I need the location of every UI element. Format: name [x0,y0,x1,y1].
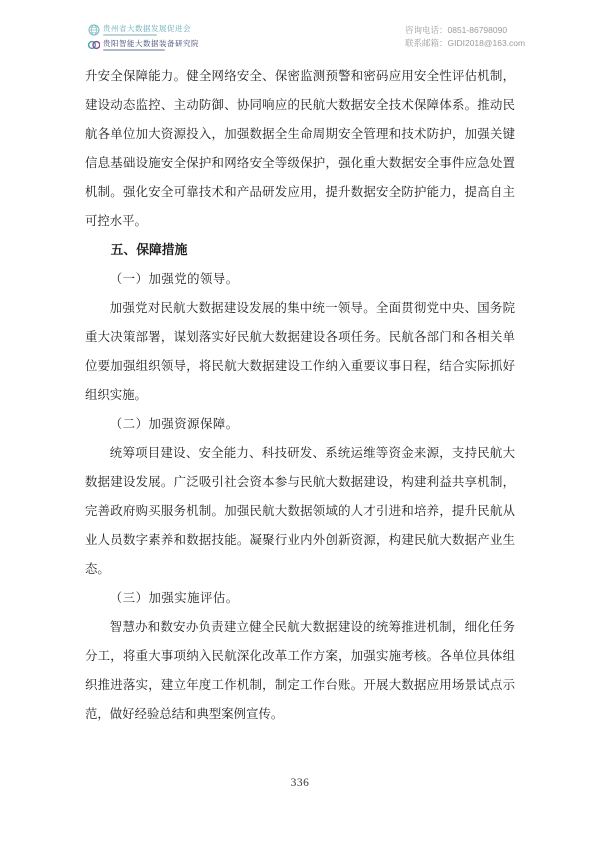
sub-heading-implementation-evaluation: （三）加强实施评估。 [109,591,239,605]
org1-subtitle-line [103,34,157,36]
page-number: 336 [290,777,310,789]
sub-heading-resource-guarantee: （二）加强资源保障。 [109,417,239,431]
paragraph-resource-guarantee: 统筹项目建设、安全能力、科技研发、系统运维等资金来源，支持民航大数据建设发展。广泛吸引社会资本参与民航大数据建设，构建利益共享机制，完善政府购买服务机制。加强民航大数据领域的人才引进和培养，提升民航从业人员数字素养和数据技能。凝聚行业内外创新资源，构建民航大数据产业生态。 [85,446,515,576]
paragraph-party-leadership: 加强党对民航大数据建设发展的集中统一领导。全面贯彻党中央、国务院重大决策部署，谋划落实好民航大数据建设各项任务。民航各部门和各相关单位要加强组织领导，将民航大数据建设工作纳入重要议事日程，结合实际抓好组织实施。 [85,301,515,402]
section-heading-safeguard-measures: 五、保障措施 [110,243,188,257]
document-content [85,62,515,729]
globe-icon [88,24,100,36]
org1-logo [88,24,199,36]
contact-phone: 咨询电话：0851-86798090 [405,25,508,35]
org1-name: 贵州省大数据发展促进会 [103,24,191,33]
org2-subtitle-line [103,49,165,51]
header-logo-block [88,24,199,54]
paragraph-implementation-evaluation: 智慧办和数安办负责建立健全民航大数据建设的统筹推进机制，细化任务分工，将重大事项纳入民航深化改革工作方案，加强实施考核。各单位具体组织推进落实，建立年度工作机制，制定工作台账。开展大数据应用场景试点示范，做好经验总结和典型案例宣传。 [85,620,515,721]
interlocked-rings-icon [88,39,100,51]
org2-logo [88,39,199,51]
header-contact-block [405,24,525,50]
contact-email: 联系邮箱：GIDI2018@163.com [405,38,526,48]
sub-heading-party-leadership: （一）加强党的领导。 [109,272,239,286]
paragraph-security-capability: 升安全保障能力。健全网络安全、保密监测预警和密码应用安全性评估机制，建设动态监控、主动防御、协同响应的民航大数据安全技术保障体系。推动民航各单位加大资源投入，加强数据全生命周期安全管理和技术防护，加强关键信息基础设施安全保护和网络安全等级保护，强化重大数据安全事件应急处置机制。强化安全可靠技术和产品研发应用，提升数据安全防护能力，提高自主可控水平。 [85,69,515,228]
org2-name: 贵阳智能大数据装备研究院 [103,39,199,48]
